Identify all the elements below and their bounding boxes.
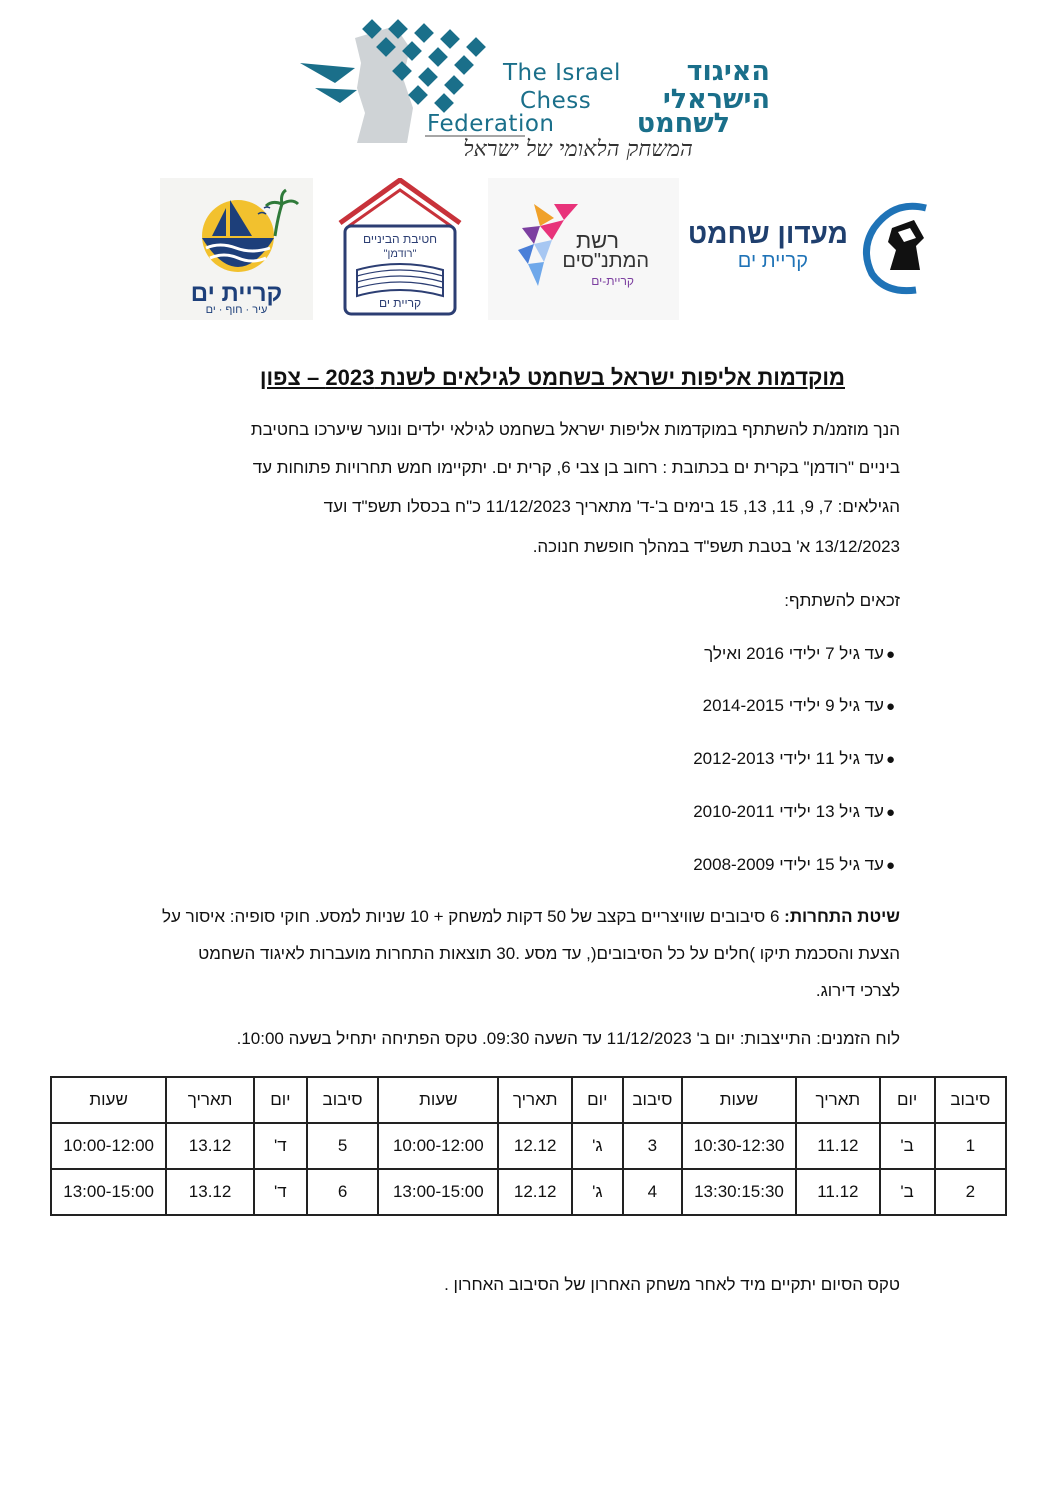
reshet-matnasim-logo bbox=[488, 178, 679, 320]
table-cell: 4 bbox=[623, 1169, 682, 1215]
table-cell: ד' bbox=[254, 1169, 307, 1215]
table-cell: ג' bbox=[572, 1123, 623, 1169]
federation-he-line2: הישראלי bbox=[662, 84, 770, 115]
table-cell: 12.12 bbox=[498, 1123, 571, 1169]
bullet-icon: ● bbox=[885, 646, 895, 663]
table-cell: 13:30:15:30 bbox=[682, 1169, 796, 1215]
federation-slogan: המשחק הלאומי של ישראל bbox=[463, 137, 693, 162]
header-cell: תאריך bbox=[498, 1077, 571, 1123]
intro-line-4: 13/12/2023 א' בטבת תשפ"ד במהלך חופשת חנוכה. bbox=[532, 537, 900, 556]
rodman-top-label: חטיבת הביניים bbox=[362, 232, 438, 246]
list-item: ●עד גיל 9 ילידי 2014-2015 bbox=[702, 696, 895, 715]
header-cell: תאריך bbox=[166, 1077, 254, 1123]
list-item: ●עד גיל 7 ילידי 2016 ואילך bbox=[704, 644, 895, 663]
federation-he-line1: האיגוד bbox=[686, 56, 770, 87]
header-cell: סיבוב bbox=[623, 1077, 682, 1123]
list-item: ●עד גיל 15 ילידי 2008-2009 bbox=[693, 855, 895, 874]
table-cell: 5 bbox=[307, 1123, 378, 1169]
reshet-line2: המתנ"סים bbox=[562, 250, 649, 272]
rodman-city: קריית ים bbox=[378, 296, 422, 310]
header-cell: יום bbox=[572, 1077, 623, 1123]
federation-en-line3: Federation bbox=[427, 111, 555, 137]
table-row bbox=[51, 1123, 1006, 1169]
schedule-text: לוח הזמנים: התייצבות: יום ב' 11/12/2023 עד השעה 09:30. טקס הפתיחה יתחיל בשעה 10:00. bbox=[236, 1029, 900, 1048]
header-cell: שעות bbox=[51, 1077, 166, 1123]
table-header-row bbox=[51, 1077, 1006, 1123]
document-title: מוקדמות אליפות ישראל בשחמט לגילאים לשנת 2023 – צפון bbox=[259, 365, 845, 390]
table-cell: 11.12 bbox=[796, 1169, 880, 1215]
table-cell: 10:00-12:00 bbox=[378, 1123, 498, 1169]
table-cell: ד' bbox=[254, 1123, 307, 1169]
reshet-line1: רשת bbox=[575, 228, 619, 253]
closing-text: טקס הסיום יתקיים מיד לאחר משחק האחרון של הסיבוב האחרון . bbox=[444, 1275, 900, 1294]
table-cell: 12.12 bbox=[498, 1169, 571, 1215]
rodman-name: "רודמן" bbox=[383, 248, 417, 260]
chess-club-city: קריית ים bbox=[737, 250, 808, 272]
table-cell: 10:00-12:00 bbox=[51, 1123, 166, 1169]
header-cell: יום bbox=[880, 1077, 935, 1123]
federation-he-line3: לשחמט bbox=[636, 108, 730, 139]
table-row bbox=[51, 1169, 1006, 1215]
table-cell: 11.12 bbox=[796, 1123, 880, 1169]
chess-club-logo bbox=[687, 178, 940, 320]
kiryat-yam-name: קריית ים bbox=[190, 280, 283, 307]
table-cell: 6 bbox=[307, 1169, 378, 1215]
intro-line-2: ביניים "רודמן" בקרית ים בכתובת : רחוב בן צבי 6, קרית ים. יתקיימו חמש תחרויות פתוחות עד bbox=[252, 458, 900, 477]
table-cell: 3 bbox=[623, 1123, 682, 1169]
table-cell: ב' bbox=[880, 1123, 935, 1169]
eligible-heading: זכאים להשתתף: bbox=[784, 591, 900, 610]
federation-en-line1: The Israel bbox=[503, 60, 621, 86]
table-cell: 13.12 bbox=[166, 1123, 254, 1169]
table-cell: 13:00-15:00 bbox=[378, 1169, 498, 1215]
intro-line-1: הנך מוזמנ/ת להשתתף במוקדמות אליפות ישראל בשחמט לגילאי ילדים ונוער שיערכו בחטיבת bbox=[250, 420, 900, 439]
table-cell: ג' bbox=[572, 1169, 623, 1215]
knight-head-icon bbox=[854, 198, 940, 298]
table-cell: 13:00-15:00 bbox=[51, 1169, 166, 1215]
kiryat-yam-sub: עיר · חוף · ים bbox=[205, 304, 268, 316]
bullet-icon: ● bbox=[885, 751, 895, 768]
rodman-school-logo bbox=[335, 178, 465, 320]
list-item: ●עד גיל 11 ילידי 2012-2013 bbox=[693, 749, 895, 768]
list-item: ●עד גיל 13 ילידי 2010-2011 bbox=[693, 802, 895, 821]
header-cell: סיבוב bbox=[935, 1077, 1006, 1123]
sailboat-sun-icon bbox=[160, 186, 313, 286]
method-line-3: לצרכי דירוג. bbox=[815, 981, 900, 1000]
reshet-line3: קריית-ים bbox=[591, 274, 634, 288]
bullet-icon: ● bbox=[885, 698, 895, 715]
method-label: שיטת התחרות: bbox=[784, 907, 900, 926]
schedule-table bbox=[50, 1076, 1007, 1216]
method-line-2: הצעת והסכמת תיקו )חלים על כל הסיבובים(, עד מסע .30 תוצאות התחרות מועברות לאיגוד השחמט bbox=[198, 944, 900, 963]
header-cell: סיבוב bbox=[307, 1077, 378, 1123]
table-cell: 2 bbox=[935, 1169, 1006, 1215]
method-line-1: שיטת התחרות: 6 סיבובים שוויצריים בקצב של 50 דקות למשחק + 10 שניות למסע. חוקי סופיה: איסור על bbox=[162, 907, 900, 926]
header-cell: שעות bbox=[378, 1077, 498, 1123]
header-cell: תאריך bbox=[796, 1077, 880, 1123]
chess-club-name: מעדון שחמט bbox=[687, 218, 848, 249]
federation-logo bbox=[295, 18, 775, 168]
intro-line-3: הגילאים: 7, 9, 11, 13, 15 בימים ב'-ד' מתאריך 11/12/2023 כ"ח בכסלו תשפ"ד ועד bbox=[323, 497, 900, 516]
table-cell: 10:30-12:30 bbox=[682, 1123, 796, 1169]
header-cell: שעות bbox=[682, 1077, 796, 1123]
table-cell: 1 bbox=[935, 1123, 1006, 1169]
header-cell: יום bbox=[254, 1077, 307, 1123]
kiryat-yam-logo bbox=[160, 178, 313, 320]
table-cell: 13.12 bbox=[166, 1169, 254, 1215]
federation-en-line2: Chess bbox=[520, 88, 592, 114]
table-cell: ב' bbox=[880, 1169, 935, 1215]
bullet-icon: ● bbox=[885, 804, 895, 821]
bullet-icon: ● bbox=[885, 857, 895, 874]
